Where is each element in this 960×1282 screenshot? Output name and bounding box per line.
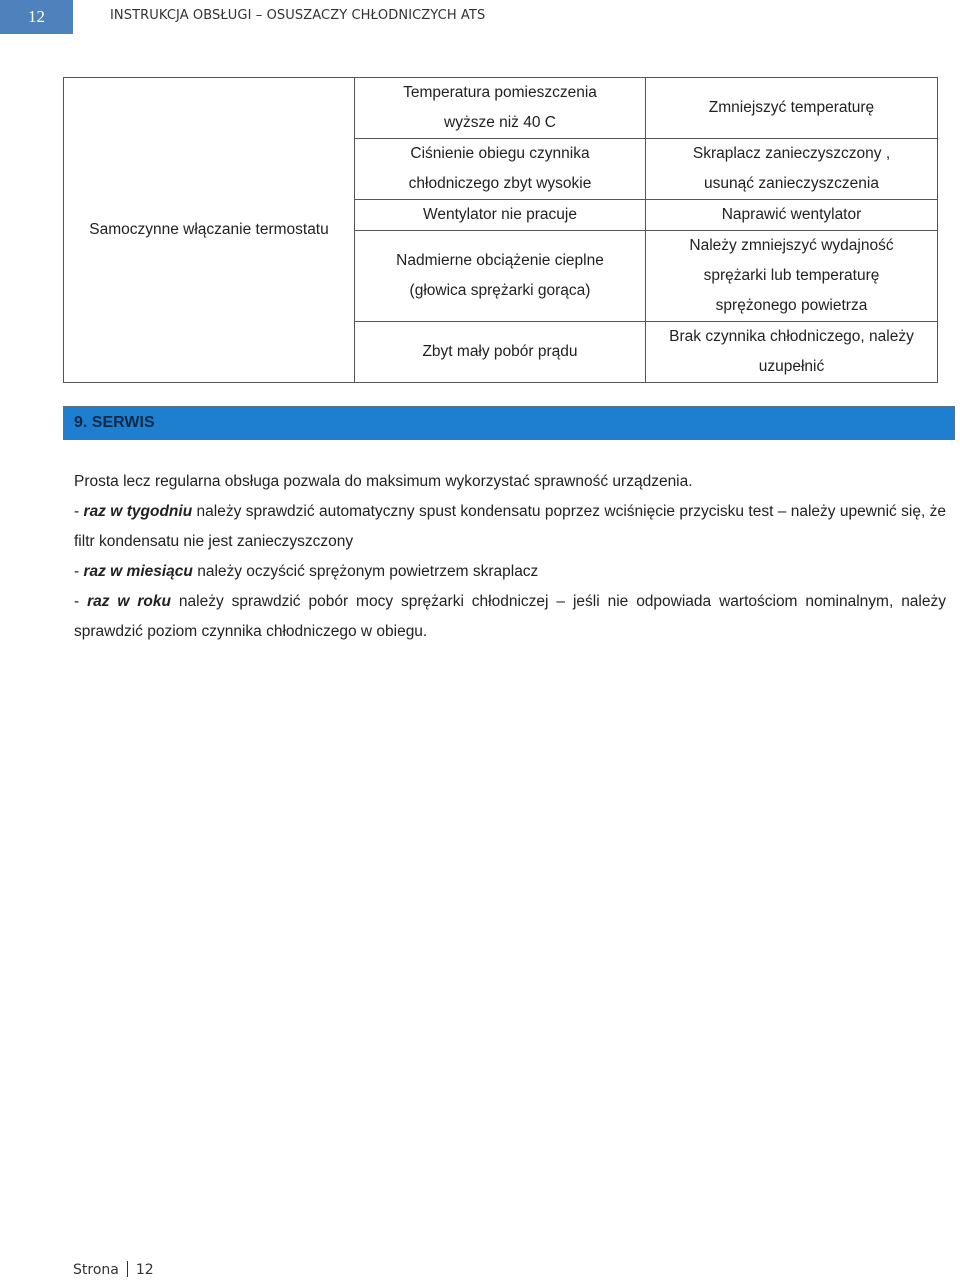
page-footer xyxy=(73,1261,154,1278)
cause-cell xyxy=(355,78,646,139)
cause-line: (głowica sprężarki gorąca) xyxy=(409,282,591,299)
footer-separator xyxy=(127,1261,128,1277)
cause-cell xyxy=(355,322,646,383)
item-text: należy sprawdzić automatyczny spust kondensatu poprzez wciśnięcie przycisku test – należy upewnić się, że filtr kondensatu nie jest zanieczyszczony xyxy=(74,503,946,550)
maintenance-item xyxy=(74,497,946,557)
remedy-line: sprężonego powietrza xyxy=(715,297,868,314)
maintenance-item xyxy=(74,557,946,587)
item-frequency: raz w roku xyxy=(87,593,171,610)
remedy-line: Naprawić wentylator xyxy=(721,206,862,223)
item-dash: - xyxy=(74,593,88,610)
remedy-cell xyxy=(646,200,938,231)
cause-cell xyxy=(355,200,646,231)
item-frequency: raz w tygodniu xyxy=(83,503,193,520)
remedy-line: Brak czynnika chłodniczego, należy xyxy=(669,328,914,345)
section-content xyxy=(74,467,946,647)
page-header xyxy=(0,0,960,34)
remedy-cell xyxy=(646,139,938,200)
footer-label: Strona xyxy=(73,1262,119,1278)
intro-paragraph: Prosta lecz regularna obsługa pozwala do maksimum wykorzystać sprawność urządzenia. xyxy=(74,473,693,490)
cause-line: wyższe niż 40 C xyxy=(444,114,556,131)
remedy-line: uzupełnić xyxy=(758,358,825,375)
cause-line: Nadmierne obciążenie cieplne xyxy=(396,252,604,269)
remedy-line: Należy zmniejszyć wydajność xyxy=(689,237,894,254)
remedy-line: Skraplacz zanieczyszczony , xyxy=(692,145,891,162)
item-dash: - xyxy=(74,503,84,520)
remedy-line: sprężarki lub temperaturę xyxy=(703,267,880,284)
remedy-line: usunąć zanieczyszczenia xyxy=(704,175,879,192)
item-text: należy sprawdzić pobór mocy sprężarki chłodniczej – jeśli nie odpowiada wartościom nominalnym, należy sprawdzić poziom czynnika chłodniczego w obiegu. xyxy=(74,593,946,640)
table-row xyxy=(64,78,938,139)
cause-line: Temperatura pomieszczenia xyxy=(403,84,597,101)
cause-cell xyxy=(355,231,646,322)
remedy-cell xyxy=(646,231,938,322)
maintenance-item xyxy=(74,587,946,647)
cause-cell xyxy=(355,139,646,200)
remedy-cell xyxy=(646,78,938,139)
cause-line: Zbyt mały pobór prądu xyxy=(422,343,578,360)
section-heading: 9. SERWIS xyxy=(63,406,955,440)
cause-line: chłodniczego zbyt wysokie xyxy=(408,175,592,192)
remedy-line: Zmniejszyć temperaturę xyxy=(708,99,875,116)
item-frequency: raz w miesiącu xyxy=(83,563,193,580)
item-dash: - xyxy=(74,563,84,580)
problem-cell: Samoczynne włączanie termostatu xyxy=(64,78,355,383)
item-text: należy oczyścić sprężonym powietrzem skraplacz xyxy=(192,563,539,580)
header-page-number: 12 xyxy=(0,0,73,34)
cause-line: Ciśnienie obiegu czynnika xyxy=(410,145,590,162)
footer-page-number: 12 xyxy=(135,1262,154,1278)
header-title: INSTRUKCJA OBSŁUGI – OSUSZACZY CHŁODNICZYCH ATS xyxy=(110,8,486,23)
troubleshooting-table xyxy=(63,77,938,383)
cause-line: Wentylator nie pracuje xyxy=(423,206,577,223)
remedy-cell xyxy=(646,322,938,383)
